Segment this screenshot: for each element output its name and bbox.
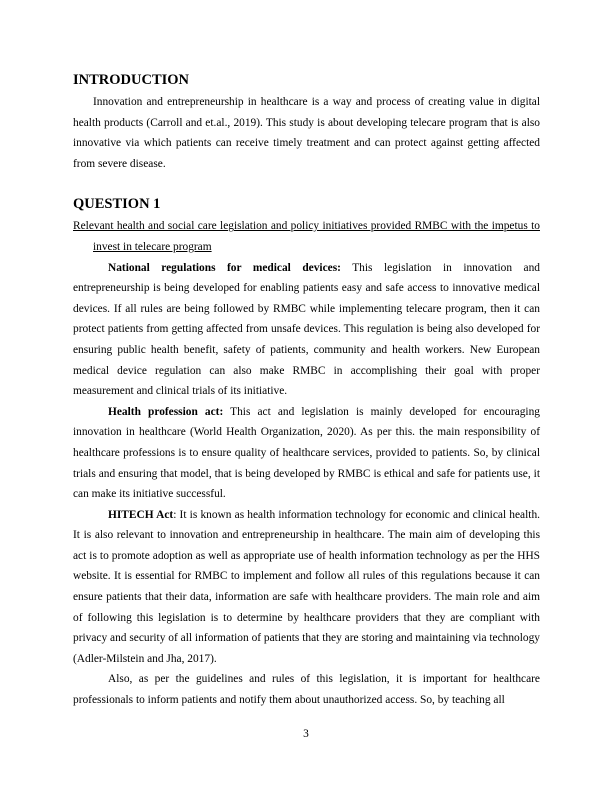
introduction-paragraph: Innovation and entrepreneurship in healthcare is a way and process of creating value in digital health products (Carroll and et.al., 2019). This study is about developing telecare program that is also innovative via which patients can receive timely treatment and can protect against getting affected from severe disease. xyxy=(73,96,540,170)
closing-paragraph: Also, as per the guidelines and rules of this legislation, it is important for healthcare professionals to inform patients and notify them about unauthorized access. So, by teaching all xyxy=(73,673,540,707)
section-title: Health profession act: xyxy=(108,405,224,418)
section-body: : It is known as health information technology for economic and clinical health. It is also relevant to innovation and entrepreneurship in healthcare. The main aim of developing this act is to promote adoption as well as appropriate use of health information technology as per the HHS website. It is essential for RMBC to implement and follow all rules of this regulations because it can ensure patients that their data, information are safe with healthcare providers. The main role and aim of following this legislation is to determine by healthcare providers that they are compliant with privacy and security of all information of patients that they are storing and maintaining via technology (Adler-Milstein and Jha, 2017). xyxy=(73,508,540,665)
section-hitech-act xyxy=(73,505,540,670)
section-title: HITECH Act xyxy=(108,508,174,521)
section-health-profession-act xyxy=(73,402,540,505)
question-1-subheading: Relevant health and social care legislation and policy initiatives provided RMBC with the impetus to invest in telecare program xyxy=(73,220,540,253)
question-1-heading: QUESTION 1 xyxy=(73,196,161,213)
section-title: National regulations for medical devices: xyxy=(108,261,341,274)
page-number: 3 xyxy=(303,728,309,740)
section-body: This act and legislation is mainly developed for encouraging innovation in healthcare (World Health Organization, 2020). As per this. the main responsibility of healthcare professions is to ensure quality of healthcare services, provided to patients. So, by clinical trials and ensuring that model, that is being developed by RMBC is ethical and safe for patients use, it can make its initiative successful. xyxy=(73,405,540,501)
introduction-heading: INTRODUCTION xyxy=(73,72,190,88)
document-page xyxy=(73,70,540,711)
section-body: This legislation in innovation and entrepreneurship is being developed for enabling patients easy and safe access to innovative medical devices. If all rules are being followed by RMBC while implementing telecare program, then it can protect patients from getting affected from unsafe devices. This regulation is being also developed for ensuring public health benefit, safety of patients, community and health workers. New European medical device regulation can also make RMBC in accomplishing their goal with proper measurement and clinical trials of its initiative. xyxy=(73,261,541,398)
section-national-regulations xyxy=(73,258,540,402)
